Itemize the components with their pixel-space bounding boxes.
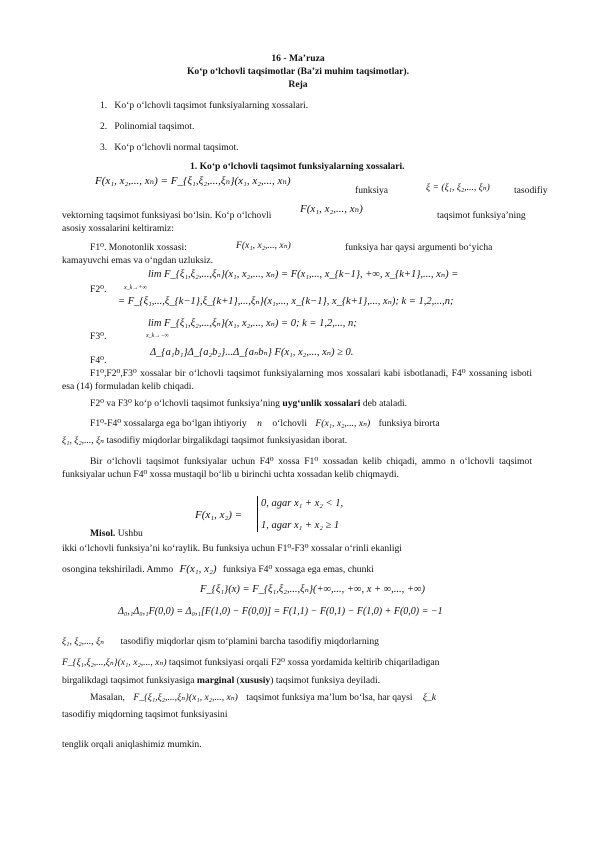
formula-inline: F(x₁, x₂,..., xₙ)	[315, 418, 371, 429]
plan-heading: Reja	[288, 79, 308, 90]
text-line: taqsimot funksiya’ning	[437, 210, 526, 221]
example-label: Misol. Ushbu	[90, 528, 143, 539]
formula-f2-limit: lim F_{ξ₁,ξ₂,...,ξₙ}(x₁, x₂,..., xₙ) = F(x₁,..., x_{k−1}, +∞, x_{k+1},..., xₙ) =	[148, 269, 459, 280]
paragraph-existence-cont: ξ₁, ξ₂,..., ξₙ tasodifiy miqdorlar birgalikdagi taqsimot funksiyasidan iborat.	[62, 435, 348, 446]
symbol-xi-k: ξ_k	[422, 692, 437, 703]
paragraph-final: tenglik orqali aniqlashimiz mumkin.	[62, 739, 202, 750]
plan-item-number: 3.	[100, 142, 108, 153]
plan-item-number: 1.	[100, 100, 108, 111]
text-line: vektorning taqsimot funksiyasi bo‘lsin. Ko‘p o‘lchovli	[62, 210, 272, 221]
plan-item-text: Polinomial taqsimot.	[114, 121, 195, 132]
formula-f4: Δ_{a₁b₁}Δ_{a₂b₂}...Δ_{aₙbₙ} F(x₁, x₂,..., xₙ) ≥ 0.	[150, 347, 354, 358]
formula-joint-cdf: F(x₁, x₂,..., xₙ) = F_{ξ₁,ξ₂,...,ξₙ}(x₁, x₂,..., xₙ)	[95, 175, 291, 187]
text-line: kamayuvchi emas va o‘ngdan uzluksiz.	[62, 255, 214, 266]
piecewise-lhs: F(x₁, x₂) =	[195, 509, 243, 521]
paragraph-example: ikki o‘lchovli funksiya’ni ko‘raylik. Bu funksiya uchun F1⁰-F3⁰ xossalar o‘rinli ekanligi	[62, 543, 402, 554]
property-f1-label: F1⁰. Monotonlik xossasi:	[90, 242, 187, 253]
formula-f3-limit: lim F_{ξ₁,ξ₂,...,ξₙ}(x₁, x₂,..., xₙ) = 0; k = 1,2,..., n;	[148, 318, 357, 329]
plan-item-text: Ko‘p o‘lchovli normal taqsimot.	[114, 142, 239, 153]
property-f2-label: F2⁰.	[90, 284, 107, 295]
formula-delta: Δ₀,₁Δ₀,₁F(0,0) = Δ₀,₁[F(1,0) − F(0,0)] = F(1,1) − F(0,1) − F(1,0) + F(0,0) = −1	[118, 606, 443, 617]
formula-inline: F_{ξ₁,ξ₂,...,ξₙ}(x₁, x₂,..., xₙ)	[133, 692, 238, 703]
formula-marginal: F_{ξ₁}(x) = F_{ξ₁,ξ₂,...,ξₙ}(+∞,..., +∞, x + ∞,..., +∞)	[200, 584, 425, 595]
formula-inline: F_{ξ₁,ξ₂,...,ξₙ}(x₁, x₂,..., xₙ)	[62, 657, 167, 668]
paragraph-proof: F1⁰,F2⁰,F3⁰ xossalar bir o‘lchovli taqsimot funksiyalarning mos xossalari kabi isbotlanadi, F4⁰ xossaning isboti esa (14) formuladan kelib chiqadi.	[62, 368, 532, 392]
paragraph-example2-cont: tasodifiy miqdorning taqsimot funksiyasini	[62, 709, 228, 720]
plan-item	[100, 120, 194, 133]
formula-xi-list: ξ₁, ξ₂,..., ξₙ	[62, 435, 105, 446]
paragraph-example-cont: osongina tekshiriladi. Ammo F(x₁, x₂) funksiya F4⁰ xossaga ega emas, chunki	[62, 563, 374, 575]
symbol-n: n	[257, 418, 262, 429]
text-funksiya: funksiya	[355, 185, 389, 196]
plan-item-text: Ko‘p o‘lchovli taqsimot funksiyalarning xossalari.	[114, 100, 309, 111]
plan-item	[100, 141, 239, 154]
paragraph-existence: F1⁰-F4⁰ xossalarga ega bo‘lgan ihtiyoriy n o‘lchovli F(x₁, x₂,..., xₙ) funksiya birorta	[90, 418, 440, 429]
paragraph-marginal-cont: F_{ξ₁,ξ₂,...,ξₙ}(x₁, x₂,..., xₙ) taqsimot funksiyasi orqali F2⁰ xossa yordamida keltirib chiqariladigan	[62, 657, 440, 668]
piecewise-case-2: 1, agar x₁ + x₂ ≥ 1	[261, 520, 340, 531]
formula-f3-subscript: x_k→−∞	[146, 333, 169, 339]
paragraph-consistency: F2⁰ va F3⁰ ko‘p o‘lchovli taqsimot funksiya’ning uyg‘unlik xossalari deb ataladi.	[90, 398, 408, 409]
lecture-number: 16 - Ma’ruza	[271, 53, 325, 64]
formula-f2-subscript: x_k→+∞	[124, 285, 147, 291]
text-line: funksiya har qaysi argumenti bo‘yicha	[345, 242, 493, 253]
plan-item	[100, 99, 308, 112]
lecture-title: Ko‘p o‘lchovli taqsimotlar (Ba’zi muhim taqsimotlar).	[186, 66, 410, 77]
formula-vector: ξ = (ξ₁, ξ₂,..., ξₙ)	[426, 182, 490, 193]
formula-inline: F(x₁, x₂,..., xₙ)	[300, 203, 363, 215]
formula-xi-list: ξ₁, ξ₂,..., ξₙ	[62, 636, 105, 647]
text-tasodifiy: tasodifiy	[514, 185, 548, 196]
paragraph-marginal-def: birgalikdagi taqsimot funksiyasiga marginal (xususiy) taqsimot funksiya deyiladi.	[62, 675, 381, 686]
paragraph-marginal: ξ₁, ξ₂,..., ξₙ tasodifiy miqdorlar qism to‘plamini barcha tasodifiy miqdorlarning	[62, 636, 379, 647]
section-heading: 1. Ko‘p o‘lchovli taqsimot funksiyalarning xossalari.	[190, 161, 405, 172]
piecewise-brace	[257, 496, 258, 532]
property-f4-label: F4⁰.	[90, 355, 107, 366]
term-consistency: uyg‘unlik xossalari	[282, 398, 361, 409]
formula-inline: F(x₁, x₂,..., xₙ)	[236, 240, 291, 251]
piecewise-case-1: 0, agar x₁ + x₂ < 1,	[261, 498, 344, 509]
formula-f2-marginal: = F_{ξ₁,...,ξ_{k−1},ξ_{k+1},...,ξₙ}(x₁,..., x_{k−1}, x_{k+1},..., xₙ); k = 1,2,...,n;	[118, 296, 454, 307]
term-xususiy: xususiy	[239, 675, 271, 686]
plan-item-number: 2.	[100, 121, 108, 132]
text-line: asosiy xossalarini keltiramiz:	[62, 223, 174, 234]
formula-inline: F(x₁, x₂)	[179, 563, 217, 575]
term-marginal: marginal	[196, 675, 235, 686]
paragraph-example2: Masalan, F_{ξ₁,ξ₂,...,ξₙ}(x₁, x₂,..., xₙ) taqsimot funksiya ma’lum bo‘lsa, har qaysi ξ_k	[90, 692, 437, 703]
property-f3-label: F3⁰.	[90, 331, 107, 342]
paragraph-f4-independence: Bir o‘lchovli taqsimot funksiyalar uchun F4⁰ xossa F1⁰ xossadan kelib chiqadi, ammo n o‘lchovli taqsimot funksiyalar uchun F4⁰ xossa mustaqil bo‘lib u birinchi uchta xossadan kelib chiqmaydi.	[62, 456, 532, 480]
